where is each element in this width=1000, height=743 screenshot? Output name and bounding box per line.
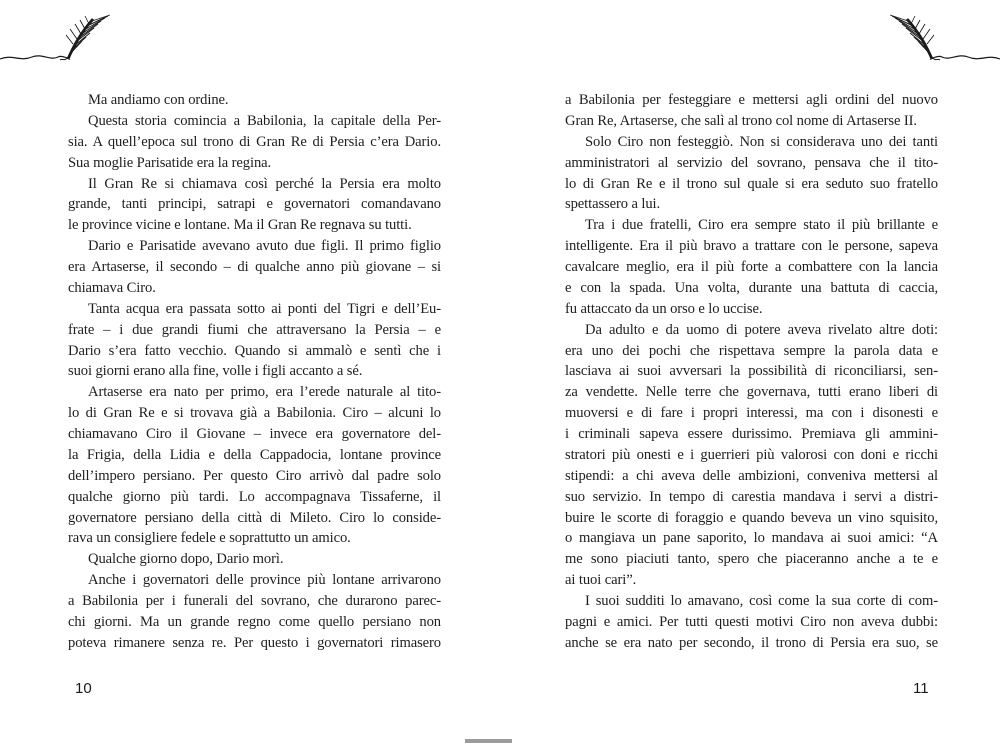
text-line: lo di Gran Re e si trovava già a Babilonia. Ciro – alcuni lo [68, 405, 441, 422]
text-line: Dario s’era fatto vecchio. Quando si ammalò e sentì che i [68, 342, 441, 359]
text-line: amministratori al servizio del sovrano, pensava che il tito- [565, 154, 938, 171]
text-line: le province vicine e lontane. Ma il Gran Re regnava su tutti. [68, 217, 412, 234]
text-line: chiamava Ciro. [68, 279, 156, 296]
text-line: Tanta acqua era passata sotto ai ponti del Tigri e dell’Eu- [88, 300, 441, 317]
text-line: me sono piaciuti tanto, spero che piaceranno anche a te e [565, 551, 938, 568]
text-line: Da adulto e da uomo di potere aveva rivelato altre doti: [585, 321, 938, 338]
text-line: lasciava ai suoi avversari la possibilità di riconciliarsi, sen- [565, 363, 938, 380]
text-line: spettassero a lui. [565, 196, 661, 213]
page-text [565, 90, 938, 654]
text-line: za vendette. Nelle terre che governava, tutti erano liberi di [565, 384, 938, 401]
bottom-page-indicator[interactable] [465, 739, 512, 743]
text-line: Ma andiamo con ordine. [88, 92, 229, 108]
text-line: fu attaccato da un orso e lo uccise. [565, 300, 763, 317]
text-line: Anche i governatori delle province più lontane arrivarono [88, 572, 441, 589]
text-line: stipendi: a chi aveva delle ambizioni, conveniva mettersi al [565, 467, 938, 484]
text-line: poteva rimanere senza re. Per questo i governatori rimasero [68, 634, 441, 651]
text-line: suo servizio. In tempo di carestia mandava i servi a distri- [565, 488, 938, 505]
text-line: stratori più onesti e i guerrieri più valorosi con doni e ricchi [565, 446, 938, 463]
text-line: Solo Ciro non festeggiò. Non si considerava uno dei tanti [585, 133, 938, 150]
text-line: frate – i due grandi fiumi che attraversano la Persia – e [68, 321, 441, 338]
page-number-right: 11 [913, 680, 929, 697]
text-line: Dario e Parisatide avevano avuto due figli. Il primo figlio [88, 238, 441, 255]
text-line: a Babilonia per festeggiare e mettersi agli ordini del nuovo [565, 92, 938, 108]
text-line: e con la spada. Una volta, durante una battuta di caccia, [565, 279, 938, 296]
text-line: Sua moglie Parisatide era la regina. [68, 154, 272, 171]
text-line: qualche giorno più tardi. Lo accompagnava Tissaferne, il [68, 488, 441, 505]
page-left [68, 90, 441, 654]
text-line: rava un consigliere fedele e soprattutto un amico. [68, 530, 351, 547]
text-line: a Babilonia per i funerali del sovrano, che durarono parec- [68, 593, 441, 609]
text-line: suoi giorni erano alla fine, volle i figli accanto a sé. [68, 363, 363, 380]
text-line: lo di Gran Re e il trono sul quale si era seduto suo fratello [565, 175, 938, 192]
text-line: muoversi e di fare i propri interessi, ma con i disonesti e [565, 405, 938, 422]
text-line: sia. A quell’epoca sul trono di Gran Re di Persia c’era Dario. [68, 133, 441, 150]
text-line: Qualche giorno dopo, Dario morì. [88, 551, 284, 568]
text-line: era uno dei pochi che rispettava sempre la parola data e [565, 342, 938, 359]
text-line: governatore persiano della città di Mileto. Ciro lo conside- [68, 509, 441, 526]
text-line: era Artaserse, il secondo – di qualche anno più giovane – si [68, 259, 441, 275]
text-line: Tra i due fratelli, Ciro era sempre stato il più brillante e [585, 217, 938, 234]
text-line: pagni e amici. Per tutti questi motivi Ciro non aveva dubbi: [565, 613, 938, 630]
text-line: I suoi sudditi lo amavano, così come la sua corte di com- [585, 593, 938, 609]
page-text [68, 90, 441, 654]
text-line: anche se era nato per secondo, il trono di Persia era suo, se [565, 634, 938, 651]
text-line: cavalcare meglio, era il più forte a combattere con la lancia [565, 259, 938, 275]
text-line: dell’impero persiano. Per questo Ciro arrivò dal padre solo [68, 467, 441, 484]
page-number-left: 10 [75, 680, 92, 697]
quill-feather-icon [0, 10, 142, 76]
text-line: ai tuoi cari”. [565, 572, 637, 589]
page-right [565, 90, 938, 654]
text-line: chiamavano Ciro il Giovane – invece era governatore del- [68, 426, 441, 442]
text-line: Artaserse era nato per primo, era l’erede naturale al tito- [88, 384, 441, 401]
text-line: Questa storia comincia a Babilonia, la capitale della Per- [88, 112, 441, 129]
text-line: la Frigia, della Lidia e della Cappadocia, lontane province [68, 446, 441, 463]
text-line: buire le scorte di foraggio e quando beveva un vino squisito, [565, 509, 938, 526]
text-line: Gran Re, Artaserse, che salì al trono col nome di Artaserse II. [565, 112, 917, 129]
text-line: Il Gran Re si chiamava così perché la Persia era molto [88, 175, 441, 192]
text-line: intelligente. Era il più bravo a trattare con le persone, sapeva [565, 238, 938, 255]
text-line: grande, tanti principi, satrapi e governatori comandavano [68, 196, 441, 213]
text-line: o mangiava un pane saporito, lo mandava ai suoi amici: “A [565, 530, 938, 547]
text-line: i criminali sapeva essere durissimo. Premiava gli ammini- [565, 426, 938, 442]
quill-feather-icon [858, 10, 1000, 76]
text-line: chi giorni. Ma un grande regno come quello persiano non [68, 613, 441, 630]
